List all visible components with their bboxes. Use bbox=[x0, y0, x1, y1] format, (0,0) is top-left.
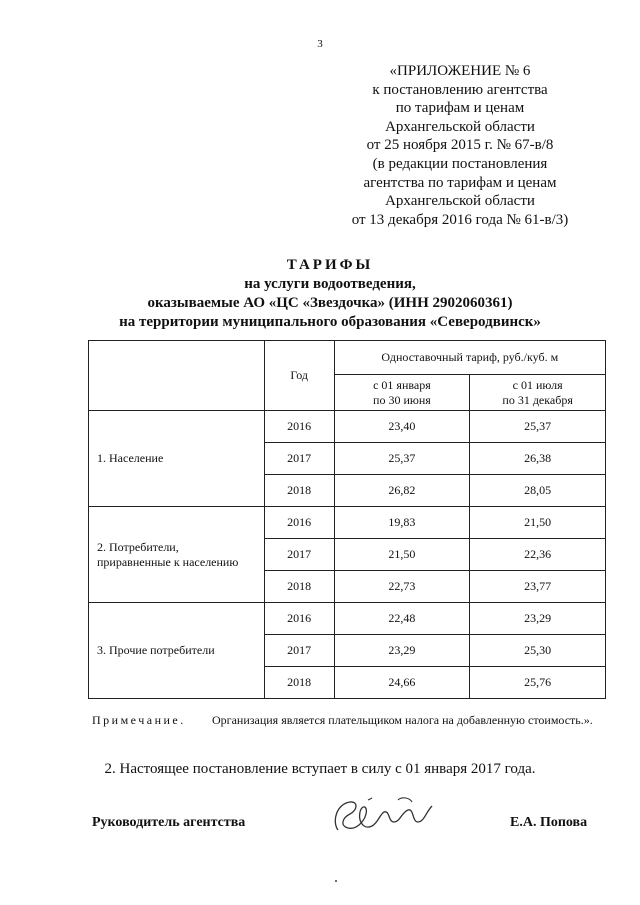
tariff-table bbox=[88, 340, 606, 699]
tariff-cell: 25,76 bbox=[470, 667, 606, 699]
category-label: 3. Прочие потребители bbox=[97, 643, 215, 657]
tariff-cell: 22,73 bbox=[334, 571, 470, 603]
title-line: оказываемые АО «ЦС «Звездочка» (ИНН 2902060361) bbox=[147, 295, 513, 311]
tariff-cell: 25,30 bbox=[470, 635, 606, 667]
tariff-cell: 23,77 bbox=[470, 571, 606, 603]
category-cell bbox=[89, 411, 265, 507]
year-cell: 2018 bbox=[264, 475, 334, 507]
year-cell: 2017 bbox=[264, 539, 334, 571]
tariff-cell: 23,29 bbox=[334, 635, 470, 667]
tariff-cell: 26,38 bbox=[470, 443, 606, 475]
tariff-cell: 19,83 bbox=[334, 507, 470, 539]
year-cell: 2018 bbox=[264, 571, 334, 603]
header-period-1-line: по 30 июня bbox=[373, 392, 431, 407]
tariff-cell: 25,37 bbox=[334, 443, 470, 475]
note-label: Примечание. bbox=[92, 713, 186, 727]
header-period-2-line: по 31 декабря bbox=[502, 392, 573, 407]
header-period-2 bbox=[470, 375, 606, 411]
tariff-cell: 23,40 bbox=[334, 411, 470, 443]
document-title bbox=[60, 256, 600, 332]
appendix-line: к постановлению агентства bbox=[372, 81, 548, 98]
tariff-cell: 21,50 bbox=[470, 507, 606, 539]
appendix-block bbox=[330, 62, 590, 229]
year-cell: 2018 bbox=[264, 667, 334, 699]
appendix-line: агентства по тарифам и ценам bbox=[363, 174, 557, 191]
year-cell: 2016 bbox=[264, 411, 334, 443]
appendix-line: по тарифам и ценам bbox=[395, 100, 525, 117]
title-line: на территории муниципального образования «Северодвинск» bbox=[119, 314, 541, 330]
tariff-cell: 26,82 bbox=[334, 475, 470, 507]
appendix-line: Архангельской области bbox=[385, 118, 535, 135]
tariff-cell: 21,50 bbox=[334, 539, 470, 571]
note-text: Организация является плательщиком налога на добавленную стоимость.». bbox=[212, 713, 593, 727]
appendix-line: Архангельской области bbox=[385, 193, 535, 210]
title-line: на услуги водоотведения, bbox=[244, 276, 416, 292]
page-number: 3 bbox=[317, 38, 323, 50]
tariff-cell: 25,37 bbox=[470, 411, 606, 443]
category-cell bbox=[89, 603, 265, 699]
header-period-1-line: с 01 января bbox=[373, 377, 431, 392]
year-cell: 2017 bbox=[264, 443, 334, 475]
appendix-line: (в редакции постановления bbox=[372, 155, 548, 172]
appendix-line: «ПРИЛОЖЕНИЕ № 6 bbox=[389, 63, 531, 79]
tariff-cell: 22,36 bbox=[470, 539, 606, 571]
header-year: Год bbox=[264, 341, 334, 411]
title-heading: ТАРИФЫ bbox=[286, 257, 374, 273]
year-cell: 2017 bbox=[264, 635, 334, 667]
signatory-name: Е.А. Попова bbox=[510, 815, 588, 830]
header-category bbox=[89, 341, 265, 411]
category-label: 1. Население bbox=[97, 451, 164, 465]
appendix-line: от 13 декабря 2016 года № 61-в/3) bbox=[351, 211, 569, 228]
year-cell: 2016 bbox=[264, 603, 334, 635]
category-label: 2. Потребители, bbox=[97, 539, 179, 554]
tariff-cell: 24,66 bbox=[334, 667, 470, 699]
category-label: приравненные к населению bbox=[97, 554, 239, 569]
header-period-1 bbox=[334, 375, 470, 411]
header-tariff: Одноставочный тариф, руб./куб. м bbox=[334, 341, 605, 375]
category-cell bbox=[89, 507, 265, 603]
year-cell: 2016 bbox=[264, 507, 334, 539]
tariff-cell: 23,29 bbox=[470, 603, 606, 635]
tariff-cell: 22,48 bbox=[334, 603, 470, 635]
tariff-cell: 28,05 bbox=[470, 475, 606, 507]
signatory-title: Руководитель агентства bbox=[92, 815, 246, 830]
appendix-line: от 25 ноября 2015 г. № 67-в/8 bbox=[366, 137, 554, 154]
header-period-2-line: с 01 июля bbox=[512, 377, 563, 392]
effective-date-clause: 2. Настоящее постановление вступает в силу с 01 января 2017 года. bbox=[104, 761, 536, 777]
handwritten-signature bbox=[328, 792, 438, 840]
scan-speck bbox=[335, 880, 337, 882]
